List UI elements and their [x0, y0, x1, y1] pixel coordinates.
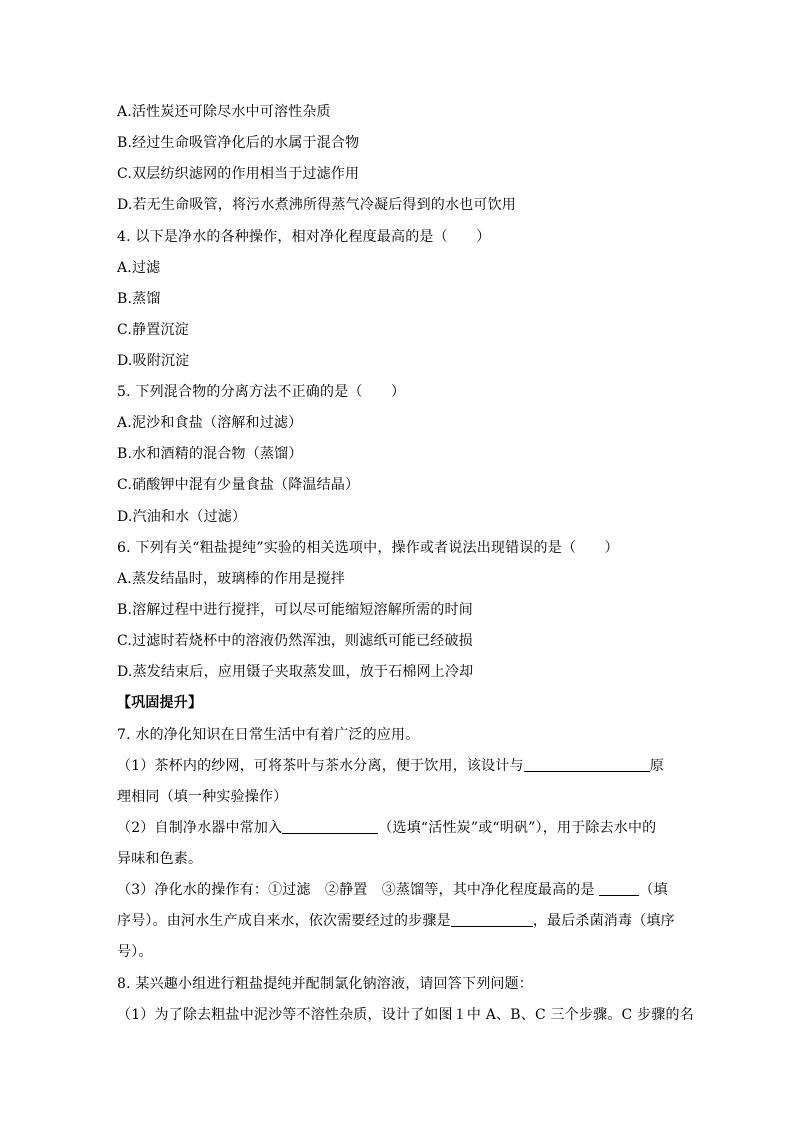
q5-stem: 5. 下列混合物的分离方法不正确的是（ ） [117, 384, 406, 400]
q8-part1: （1）为了除去粗盐中泥沙等不溶性杂质，设计了如图１中 A、B、C 三个步骤。C 步骤的名 [117, 1007, 694, 1023]
q7-part1-text-b: 原 [649, 758, 664, 774]
q7-part3-line1 [117, 880, 677, 900]
q7-part1-text-a: （1）茶杯内的纱网，可将茶叶与茶水分离，便于饮用，该设计与 [117, 758, 524, 774]
q7-part3-text-b: （填 [639, 882, 668, 898]
q6-option-d: D.蒸发结束后，应用镊子夹取蒸发皿，放于石棉网上冷却 [117, 664, 474, 680]
q6-option-b: B.溶解过程中进行搅拌，可以尽可能缩短溶解所需的时间 [117, 602, 473, 618]
q7-part2-answer-blank[interactable] [282, 819, 378, 834]
q7-part1-answer-blank[interactable] [524, 757, 650, 772]
q7-stem: 7. 水的净化知识在日常生活中有着广泛的应用。 [117, 727, 420, 743]
q7-part2-line2: 异味和色素。 [117, 851, 203, 867]
q7-part3-text-a: （3）净化水的操作有：①过滤 ②静置 ③蒸馏等，其中净化程度最高的是 [117, 882, 595, 898]
q5-option-a: A.泥沙和食盐（溶解和过滤） [117, 415, 303, 431]
q4-option-a: A.过滤 [117, 260, 161, 276]
q3-option-b: B.经过生命吸管净化后的水属于混合物 [117, 135, 360, 151]
q5-option-d: D.汽油和水（过滤） [117, 509, 247, 525]
q7-part2-line1 [117, 818, 677, 838]
q8-stem: 8. 某兴趣小组进行粗盐提纯并配制氯化钠溶液，请回答下列问题： [117, 976, 534, 992]
q7-part3-text-c: 序号）。由河水生产成自来水，依次需要经过的步骤是 [117, 913, 451, 929]
q6-option-c: C.过滤时若烧杯中的溶液仍然浑浊，则滤纸可能已经破损 [117, 633, 473, 649]
q5-option-c: C.硝酸钾中混有少量食盐（降温结晶） [117, 477, 360, 493]
q3-option-a: A.活性炭还可除尽水中可溶性杂质 [117, 104, 331, 120]
q7-part2-text-b: （选填“活性炭”或“明矾”），用于除去水中的 [378, 820, 657, 836]
q4-option-d: D.吸附沉淀 [117, 353, 190, 369]
q7-part1-line1 [117, 756, 677, 776]
q7-part3-text-d: ，最后杀菌消毒（填序 [532, 913, 675, 929]
q7-part2-text-a: （2）自制净水器中常加入 [117, 820, 283, 836]
section-title: 【巩固提升】 [117, 695, 203, 711]
q3-option-c: C.双层纺织滤网的作用相当于过滤作用 [117, 166, 360, 182]
q7-part3-answer-blank-2[interactable] [451, 912, 533, 927]
q7-part3-answer-blank-1[interactable] [599, 881, 639, 896]
q6-option-a: A.蒸发结晶时，玻璃棒的作用是搅拌 [117, 571, 345, 587]
q6-stem: 6. 下列有关“粗盐提纯”实验的相关选项中，操作或者说法出现错误的是（ ） [117, 540, 619, 556]
q7-part1-line2: 理相同（填一种实验操作） [117, 789, 288, 805]
q3-option-d: D.若无生命吸管，将污水煮沸所得蒸气冷凝后得到的水也可饮用 [117, 197, 516, 213]
q7-part3-line3: 号）。 [117, 944, 153, 960]
q5-option-b: B.水和酒精的混合物（蒸馏） [117, 446, 303, 462]
q7-part3-line2 [117, 911, 677, 931]
q4-option-c: C.静置沉淀 [117, 322, 189, 338]
q4-option-b: B.蒸馏 [117, 291, 161, 307]
q4-stem: 4. 以下是净水的各种操作，相对净化程度最高的是（ ） [117, 229, 491, 245]
